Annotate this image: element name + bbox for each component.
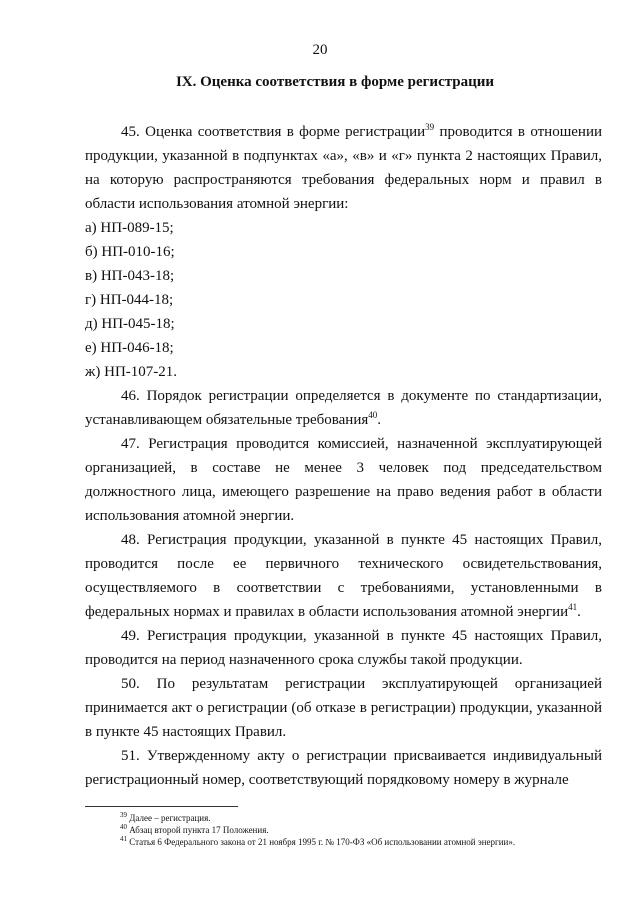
paragraph-text: . — [577, 604, 581, 620]
footnote-text: Далее – регистрация. — [127, 813, 211, 823]
paragraph-51: 51. Утвержденному акту о регистрации присваивается индивидуальный регистрационный номер, соответствующий порядковому номеру в журнале — [85, 748, 602, 788]
footnote-divider — [85, 806, 238, 807]
list-item: ж) НП-107-21. — [85, 364, 178, 380]
paragraph-50: 50. По результатам регистрации эксплуатирующей организацией принимается акт о регистрации (об отказе в регистрации) продукции, указанной в пункте 45 настоящих Правил. — [85, 676, 602, 740]
paragraph-text: 48. Регистрация продукции, указанной в пункте 45 настоящих Правил, проводится после ее первичного технического освидетельствования, осуществляемого в соответствии с требованиями, установленными в федеральных нормах и правилах в области использования атомной энергии — [85, 532, 602, 620]
footnotes — [120, 812, 620, 848]
page-number: 20 — [312, 42, 328, 58]
document-body — [85, 120, 602, 792]
section-title: IX. Оценка соответствия в форме регистрации — [175, 74, 495, 90]
regulation-list — [85, 216, 602, 384]
paragraph-49: 49. Регистрация продукции, указанной в пункте 45 настоящих Правил, проводится на период назначенного срока службы такой продукции. — [85, 628, 602, 668]
paragraph-text: 45. Оценка соответствия в форме регистрации — [121, 124, 426, 140]
paragraph-45 — [85, 120, 602, 216]
footnote-text: Статья 6 Федерального закона от 21 ноября 1995 г. № 170-ФЗ «Об использовании атомной энергии». — [127, 837, 516, 847]
paragraph-47: 47. Регистрация проводится комиссией, назначенной эксплуатирующей организацией, в составе не менее 3 человек под председательством должностного лица, имеющего разрешение на право ведения работ в области использования атомной энергии. — [85, 436, 602, 524]
footnote-39 — [120, 812, 620, 824]
footnote-text: Абзац второй пункта 17 Положения. — [127, 825, 269, 835]
footnote-number: 39 — [120, 811, 127, 819]
list-item: б) НП-010-16; — [85, 244, 175, 260]
footnote-number: 41 — [120, 835, 127, 843]
footnote-41 — [120, 836, 620, 848]
paragraph-text: проводится в отношении продукции, указанной в подпунктах «а», «в» и «г» пункта 2 настоящих Правил, на которую распространяются требования федеральных норм и правил в области использования атомной энергии: — [85, 124, 602, 212]
footnote-number: 40 — [120, 823, 127, 831]
paragraph-46 — [85, 384, 602, 432]
footnote-40 — [120, 824, 620, 836]
list-item: д) НП-045-18; — [85, 316, 175, 332]
paragraph-text: . — [377, 412, 382, 428]
paragraph-text: 46. Порядок регистрации определяется в документе по стандартизации, устанавливающем обязательные требования — [85, 388, 602, 428]
list-item: а) НП-089-15; — [85, 220, 174, 236]
paragraph-48 — [85, 528, 602, 624]
list-item: е) НП-046-18; — [85, 340, 174, 356]
footnote-ref[interactable]: 40 — [368, 410, 378, 420]
list-item: г) НП-044-18; — [85, 292, 174, 308]
list-item: в) НП-043-18; — [85, 268, 175, 284]
footnote-ref[interactable]: 39 — [425, 122, 435, 132]
footnote-ref[interactable]: 41 — [568, 602, 578, 612]
